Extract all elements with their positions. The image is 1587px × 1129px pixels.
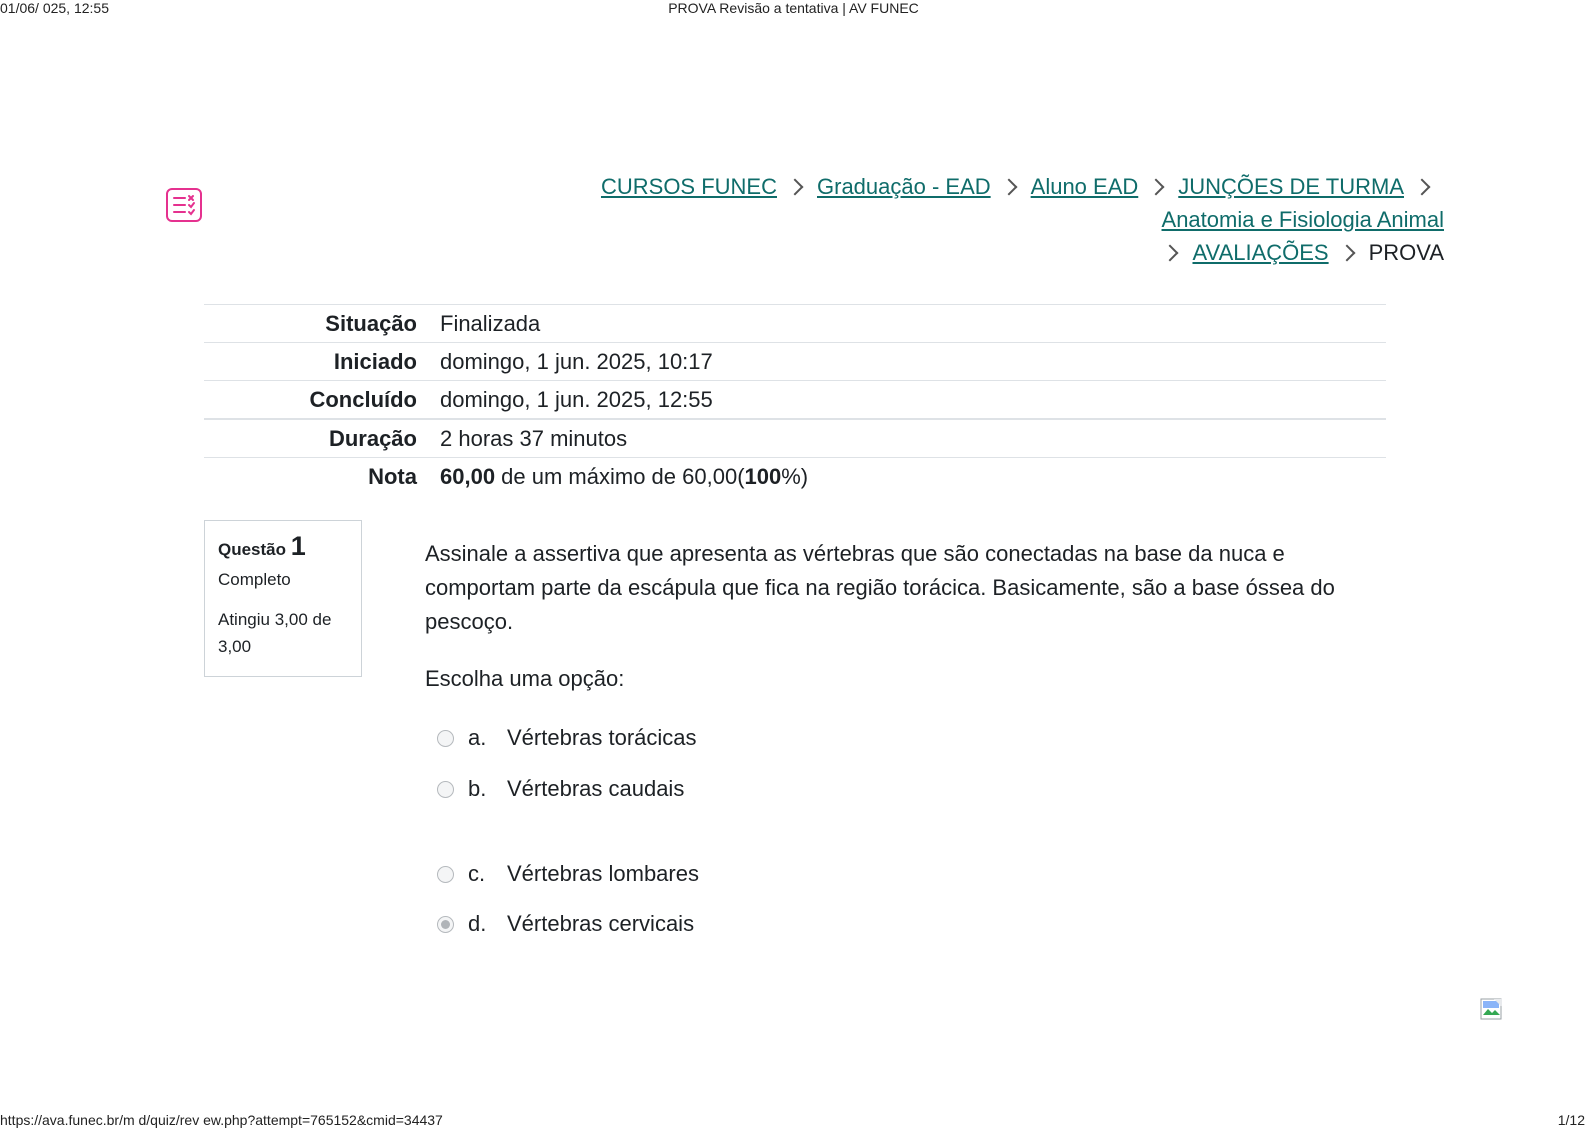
chevron-right-icon (1338, 245, 1355, 262)
question-info (204, 520, 362, 677)
breadcrumb-item-graduacao-ead[interactable] (817, 174, 991, 199)
attempt-summary-table (204, 304, 1386, 495)
quiz-icon (166, 188, 202, 222)
print-datetime: 01/06/ 025, 12:55 (0, 0, 109, 16)
print-url: https://ava.funec.br/m d/quiz/rev ew.php?attempt=765152&cmid=34437 (0, 1112, 443, 1128)
breadcrumb-item-cursos-funec[interactable] (601, 174, 777, 199)
print-header (0, 0, 1587, 16)
breadcrumb-item-anatomia[interactable] (1162, 207, 1444, 232)
question-label: Questão (218, 540, 287, 559)
summary-value (417, 458, 1386, 496)
broken-image-icon (1480, 998, 1504, 1022)
summary-row-iniciado (204, 343, 1386, 381)
answer-text: Vértebras caudais (507, 776, 685, 801)
answer-prompt: Escolha uma opção: (425, 666, 625, 691)
chevron-right-icon (1162, 245, 1179, 262)
breadcrumb-item-aluno-ead[interactable] (1031, 174, 1139, 199)
breadcrumb-link[interactable]: Graduação - EAD (817, 174, 991, 199)
summary-row-duracao (204, 419, 1386, 458)
breadcrumb-item-prova: PROVA (1368, 240, 1444, 265)
answer-letter: b. (468, 776, 487, 801)
breadcrumb-link[interactable]: AVALIAÇÕES (1192, 240, 1329, 265)
grade-text: de um máximo de 60,00( (495, 463, 745, 489)
breadcrumb-link[interactable]: CURSOS FUNEC (600, 174, 777, 199)
breadcrumb-link[interactable]: JUNÇÕES DE TURMA (1178, 174, 1404, 199)
answer-text: Vértebras lombares (507, 861, 699, 886)
grade-score: 60,00 (440, 463, 496, 489)
answer-text: Vértebras cervicais (507, 911, 695, 936)
chevron-right-icon (1000, 179, 1017, 196)
summary-label: Iniciado (333, 348, 417, 374)
radio-button-checked[interactable] (437, 916, 454, 933)
summary-label: Concluído (309, 386, 417, 412)
answer-option-d[interactable] (437, 909, 694, 939)
breadcrumb-link[interactable]: Anatomia e Fisiologia Animal (1161, 207, 1444, 232)
summary-label: Situação (325, 310, 417, 336)
answer-text: Vértebras torácicas (507, 725, 697, 750)
print-page-number: 1/12 (1557, 1112, 1585, 1128)
grade-percent: 100 (744, 463, 782, 489)
radio-button[interactable] (437, 730, 454, 747)
radio-button[interactable] (437, 866, 454, 883)
answer-letter: d. (468, 911, 487, 936)
chevron-right-icon (1148, 179, 1165, 196)
answer-option-a[interactable] (437, 723, 697, 753)
chevron-right-icon (787, 179, 804, 196)
summary-value: domingo, 1 jun. 2025, 12:55 (440, 386, 713, 412)
question-number: 1 (290, 531, 306, 561)
summary-label: Duração (328, 425, 417, 451)
question-heading (218, 531, 348, 562)
summary-row-concluido (204, 381, 1386, 420)
summary-row-situacao (204, 305, 1386, 343)
breadcrumb-link[interactable]: Aluno EAD (1030, 174, 1139, 199)
answer-option-c[interactable] (437, 859, 699, 889)
breadcrumb (330, 170, 1444, 269)
question-grade: Atingiu 3,00 de 3,00 (218, 610, 332, 656)
summary-value: domingo, 1 jun. 2025, 10:17 (440, 348, 713, 374)
answer-letter: a. (468, 725, 487, 750)
question-state: Completo (218, 570, 291, 589)
summary-value: 2 horas 37 minutos (440, 425, 628, 451)
print-footer (0, 1112, 1587, 1128)
radio-button[interactable] (437, 781, 454, 798)
breadcrumb-item-avaliacoes[interactable] (1192, 240, 1328, 265)
summary-value: Finalizada (440, 310, 541, 336)
print-page-title: PROVA Revisão a tentativa | AV FUNEC (668, 0, 919, 16)
answer-option-b[interactable] (437, 774, 684, 804)
summary-label: Nota (368, 463, 417, 489)
summary-row-nota (204, 458, 1386, 496)
answer-letter: c. (468, 861, 486, 886)
question-text: Assinale a assertiva que apresenta as vértebras que são conectadas na base da nuca e comportam parte da escápula que fica na região torácica. Basicamente, são a base óssea do pescoço. (425, 541, 1335, 634)
chevron-right-icon (1414, 179, 1431, 196)
grade-text-end: %) (781, 463, 809, 489)
breadcrumb-item-juncoes-de-turma[interactable] (1178, 174, 1404, 199)
